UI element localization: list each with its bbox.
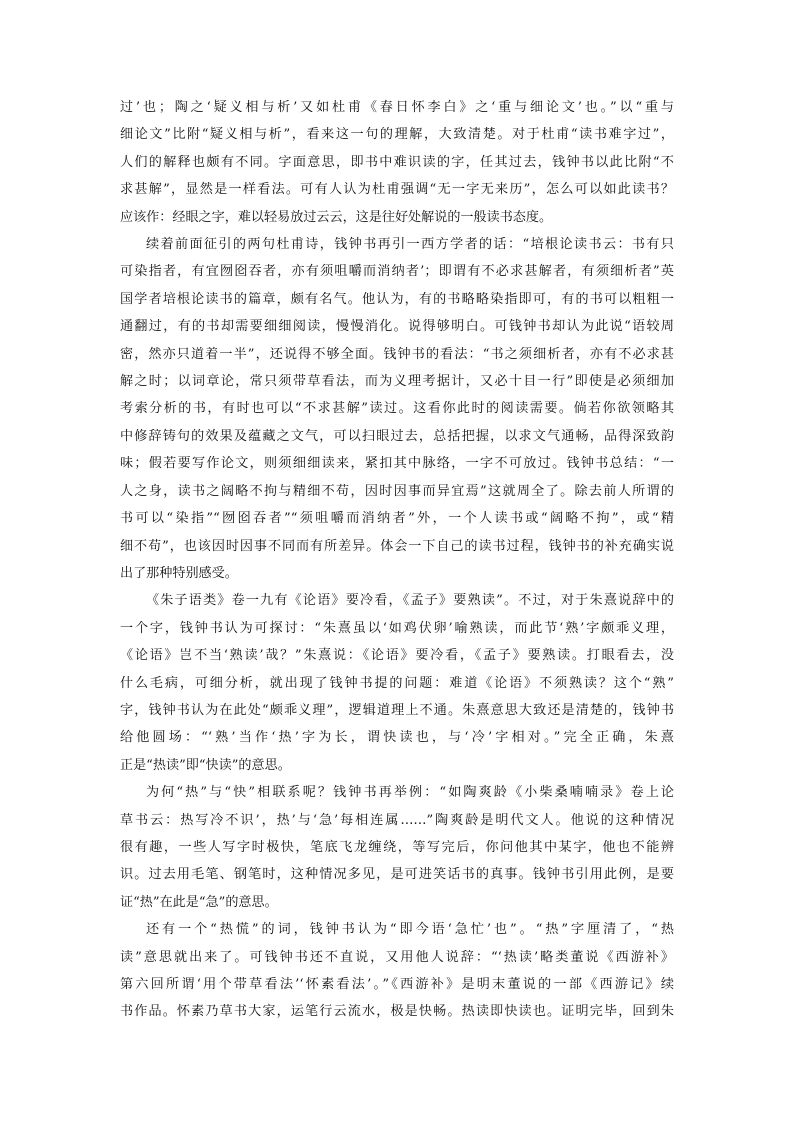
text-line: 求甚解”，显然是一样看法。可有人认为杜甫强调“无一字无来历”，怎么可以如此读书？ bbox=[120, 182, 674, 198]
paragraph bbox=[120, 916, 674, 1026]
text-line: 还有一个“热慌”的词，钱钟书认为“即今语‘急忙’也”。“热”字厘清了，“热 bbox=[146, 922, 674, 938]
text-line: 过’也；陶之‘疑义相与析’又如杜甫《春日怀李白》之‘重与细论文’也。”以“重与 bbox=[120, 100, 674, 115]
text-line: 草书云：热写冷不识’，热’与‘急’每相连属……”陶爽龄是明代文人。他说的这种情况 bbox=[120, 812, 674, 828]
text-line: 书可以“染指”“囫囵吞者”“须咀嚼而消纳者”外，一个人读书或“阔略不拘”，或“精 bbox=[120, 511, 674, 527]
text-line: 第六回所谓‘用个带草看法’‘怀素看法’。”《西游补》是明末董说的一部《西游记》续 bbox=[120, 977, 674, 992]
text-line: 证“热”在此是“急”的意思。 bbox=[120, 894, 278, 910]
text-line: 《论语》岂不当‘熟读’哉？”朱熹说：《论语》要冷看，《孟子》要熟读。打眼看去，没 bbox=[120, 648, 674, 664]
text-line: 可染指者，有宜囫囵吞者，亦有须咀嚼而消纳者’；即谓有不必求甚解者，有须细析者”英 bbox=[120, 264, 674, 280]
text-line: 应该作：经眼之字，难以轻易放过云云，这是往好处解说的一般读书态度。 bbox=[120, 209, 553, 225]
text-line: 考索分析的书，有时也可以“不求甚解”读过。这看你此时的阅读需要。倘若你欲领略其 bbox=[120, 401, 674, 417]
paragraph bbox=[120, 779, 674, 916]
text-line: 人们的解释也颇有不同。字面意思，即书中难识读的字，任其过去，钱钟书以此比附“不 bbox=[120, 154, 674, 170]
paragraph bbox=[120, 94, 674, 231]
text-line: 细不苟”，也该因时因事不同而有所差异。体会一下自己的读书过程，钱钟书的补充确实说 bbox=[120, 538, 674, 554]
text-line: 中修辞铸句的效果及蕴藏之文气，可以扫眼过去，总括把握，以求文气通畅，品得深致韵 bbox=[120, 428, 674, 444]
text-line: 为何“热”与“快”相联系呢？钱钟书再举例：“如陶爽龄《小柴桑喃喃录》卷上论 bbox=[146, 785, 674, 801]
text-line: 很有趣，一些人写字时极快，笔底飞龙缠绕，等写完后，你问他其中某字，他也不能辨 bbox=[120, 839, 674, 855]
text-line: 书作品。怀素乃草书大家，运笔行云流水，极是快畅。热读即快读也。证明完毕，回到朱 bbox=[120, 1004, 674, 1020]
text-line: 给他圆场：“‘熟’当作‘热’字为长，谓快读也，与‘冷’字相对。”完全正确，朱熹 bbox=[120, 730, 674, 746]
text-line: 人之身，读书之阔略不拘与精细不苟，因时因事而异宜焉”这就周全了。除去前人所谓的 bbox=[120, 483, 674, 499]
text-line: 正是“热读”即“快读”的意思。 bbox=[120, 757, 291, 773]
text-line: 续着前面征引的两句杜甫诗，钱钟书再引一西方学者的话：“培根论读书云：书有只 bbox=[146, 237, 674, 253]
text-line: 味；假若要写作论文，则须细细读来，紧扣其中脉络，一字不可放过。钱钟书总结：“一 bbox=[120, 456, 674, 472]
text-line: 细论文”比附“疑义相与析”，看来这一句的理解，大致清楚。对于杜甫“读书难字过”， bbox=[120, 127, 674, 143]
article-body bbox=[120, 94, 674, 1026]
text-line: 识。过去用毛笔、钢笔时，这种情况多见，是可进笑话书的真事。钱钟书引用此例，是要 bbox=[120, 867, 674, 883]
text-line: 密，然亦只道着一半”，还说得不够全面。钱钟书的看法：“书之须细析者，亦有不必求甚 bbox=[120, 346, 674, 362]
text-line: 读”意思就出来了。可钱钟书还不直说，又用他人说辞：“‘热读’略类董说《西游补》 bbox=[120, 949, 674, 965]
text-line: 通翻过，有的书却需要细细阅读，慢慢消化。说得够明白。可钱钟书却认为此说“语较周 bbox=[120, 319, 674, 335]
text-line: 一个字，钱钟书认为可探讨：“朱熹虽以‘如鸡伏卵’喻熟读，而此节‘熟’字颇乖义理， bbox=[120, 620, 674, 636]
text-line: 国学者培根论读书的篇章，颇有名气。他认为，有的书略略染指即可，有的书可以粗粗一 bbox=[120, 291, 674, 307]
paragraph bbox=[120, 587, 674, 779]
text-line: 什么毛病，可细分析，就出现了钱钟书提的问题：难道《论语》不须熟读？这个“熟” bbox=[120, 675, 674, 691]
text-line: 《朱子语类》卷一九有《论语》要冷看，《孟子》要熟读”。不过，对于朱熹说辞中的 bbox=[146, 593, 674, 609]
text-line: 出了那种特别感受。 bbox=[120, 565, 238, 581]
text-line: 解之时；以词章论，常只须带草看法，而为义理考据计，又必十目一行”即使是必须细加 bbox=[120, 374, 674, 390]
paragraph bbox=[120, 231, 674, 587]
text-line: 字，钱钟书认为在此处“颇乖义理”，逻辑道理上不通。朱熹意思大致还是清楚的，钱钟书 bbox=[120, 702, 674, 718]
